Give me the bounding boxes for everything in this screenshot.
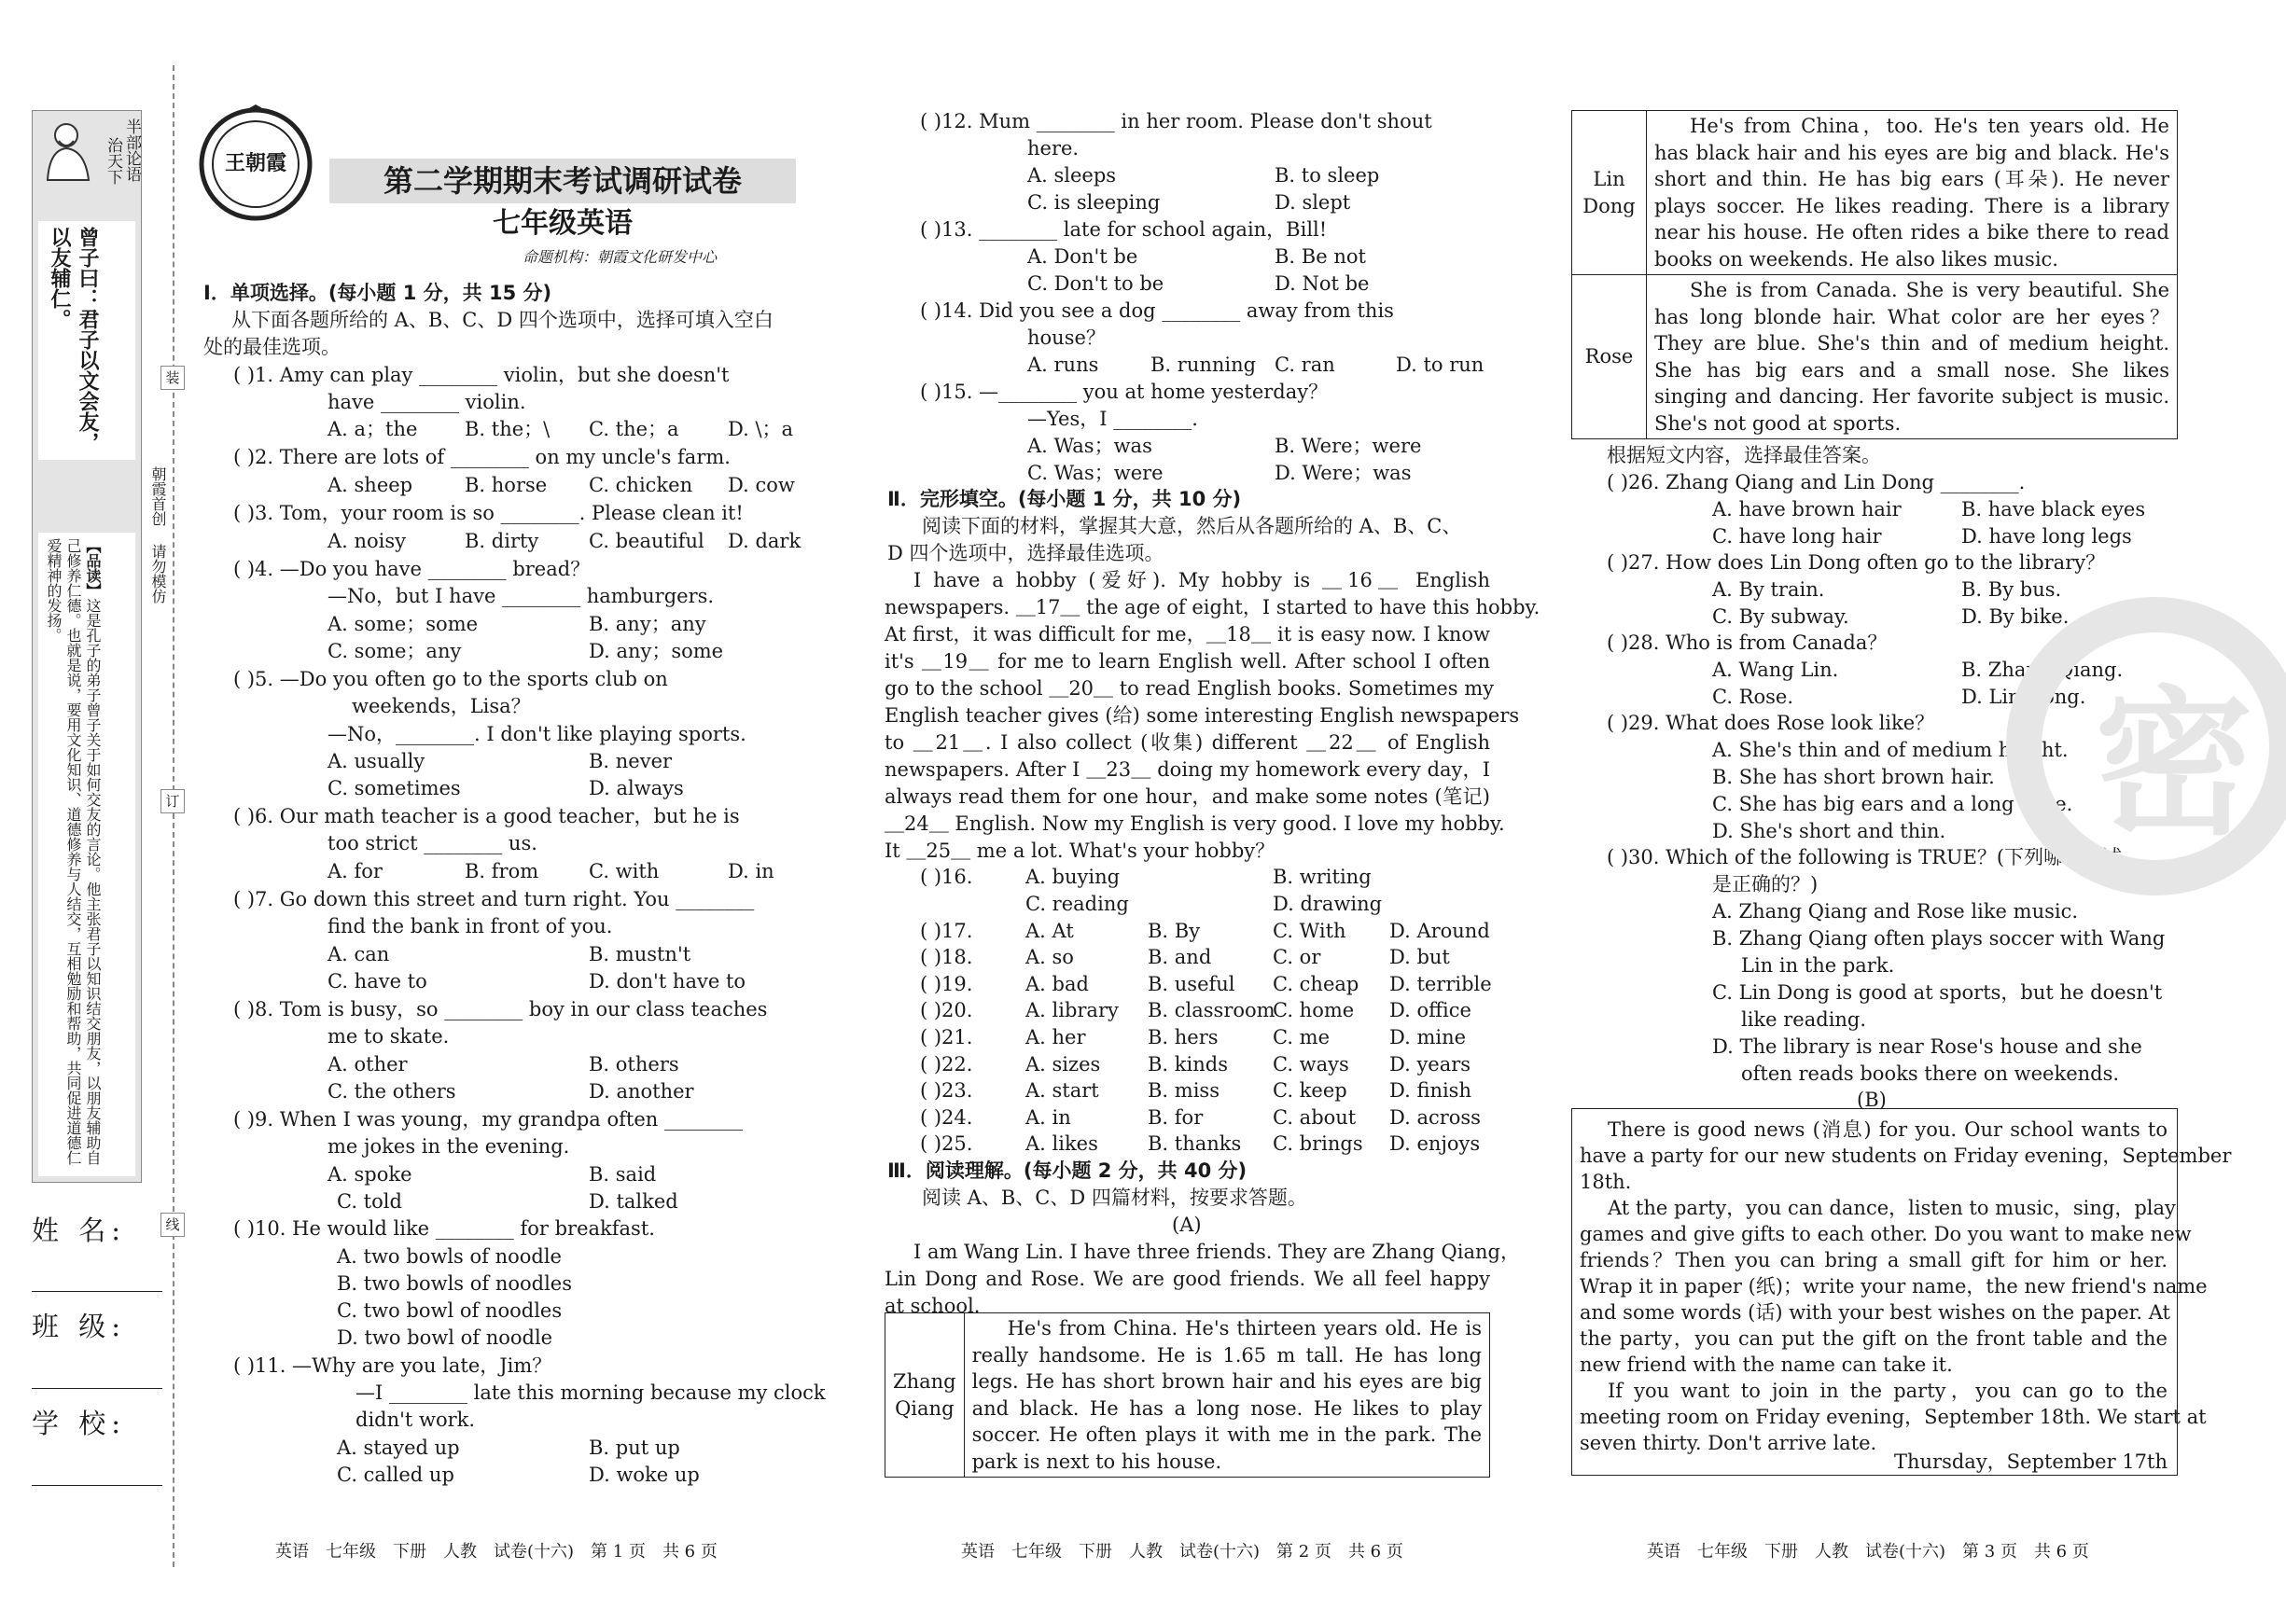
q-stem: too strict ________ us. [328, 832, 537, 854]
q-stem: —No，________. I don't like playing sports. [328, 723, 746, 745]
q-stem: ( )29. What does Rose look like？ [1607, 712, 1935, 734]
option[interactable]: C. Was；were [1027, 462, 1164, 484]
option[interactable]: C. keep [1273, 1079, 1347, 1102]
q-number: ( )18. [920, 946, 973, 968]
passage-line: new friend with the name can take it. [1580, 1353, 1953, 1376]
option[interactable]: D. don't have to [589, 970, 746, 992]
q-stem: ( )6. Our math teacher is a good teacher，but he is [233, 805, 740, 827]
passage-line: If you want to join in the party，you can go to the [1608, 1380, 2168, 1402]
q-stem: me to skate. [328, 1025, 450, 1048]
exam-title: 第二学期期末考试调研试卷 [383, 163, 742, 199]
option[interactable]: D. across [1389, 1106, 1481, 1129]
option[interactable]: B. the；\ [465, 418, 551, 440]
passage-line: There is good news (消息) for you. Our school wants to [1608, 1118, 2168, 1141]
option[interactable]: B. writing [1273, 866, 1372, 888]
option[interactable]: D. enjoys [1389, 1132, 1481, 1155]
option[interactable]: A. for [328, 860, 383, 882]
option[interactable]: C. She has big ears and a long nose. [1712, 793, 2073, 815]
option[interactable]: C. sometimes [328, 777, 461, 799]
class-field[interactable] [32, 1388, 162, 1389]
option[interactable]: D. Around [1389, 920, 1490, 942]
option[interactable]: C. brings [1273, 1132, 1363, 1155]
option[interactable]: C. called up [337, 1464, 454, 1486]
passage-line: newspapers. After I ＿23＿ doing my homework every day，I [885, 758, 1490, 781]
option[interactable]: C. have long hair [1712, 525, 1882, 548]
passage-line: Wrap it in paper (纸)；write your name，the new friend's name [1580, 1275, 2208, 1298]
q-number: ( )19. [920, 973, 973, 995]
q-stem: ( )27. How does Lin Dong often go to the library？ [1607, 551, 2106, 574]
option[interactable]: C. Lin Dong is good at sports，but he doesn't [1712, 981, 2163, 1004]
option[interactable]: D. Were；was [1275, 462, 1412, 484]
option[interactable]: C. the others [328, 1080, 456, 1103]
option[interactable]: A. in [1025, 1106, 1071, 1129]
friend-name: Zhang Qiang [885, 1313, 965, 1478]
q-number: ( )16. [920, 866, 973, 888]
footer-page-3: 英语 七年级 下册 人教 试卷(十六) 第 3 页 共 6 页 [1647, 1542, 2089, 1562]
passage-line: to ＿21＿. I also collect (收集) different ＿22＿ of English [885, 731, 1490, 754]
q-stem: —Yes，I ________. [1027, 408, 1198, 430]
q-stem: ( )30. Which of the following is TRUE？(下列哪项陈述 [1607, 846, 2123, 868]
option[interactable]: B. mustn't [589, 943, 691, 965]
option[interactable]: D. have long legs [1961, 525, 2132, 548]
option[interactable]: B. hers [1148, 1026, 1219, 1048]
option[interactable]: D. always [589, 777, 684, 799]
table-lin-dong-rose [1571, 110, 2178, 439]
friend-description: He's from China，too. He's ten years old. He has black hair and his eyes are big and black. He's short and thin. He has big ears (耳朵). He never plays soccer. He likes reading. There is a library near his house. He often rides a bike there to read books on weekends. He also likes music. [1647, 111, 2178, 275]
option[interactable]: D. By bike. [1961, 605, 2070, 628]
option[interactable]: B. to sleep [1275, 164, 1380, 187]
section3-heading: Ⅲ．阅读理解。(每小题 2 分，共 40 分) [887, 1159, 1248, 1182]
notice-date: Thursday，September 17th [1893, 1450, 2168, 1473]
option[interactable]: B. miss [1148, 1079, 1220, 1102]
option[interactable]: B. By [1148, 920, 1201, 942]
option[interactable]: D. mine [1389, 1026, 1467, 1048]
option[interactable]: B. Zhang Qiang. [1961, 659, 2124, 681]
section1-instruction: 从下面各题所给的 A、B、C、D 四个选项中，选择可填入空白 [231, 309, 774, 331]
option[interactable]: A. can [328, 943, 390, 965]
q-stem: ( )10. He would like ________ for breakfast. [233, 1217, 655, 1240]
table-zhang-qiang [885, 1312, 1490, 1478]
option[interactable]: D. Not be [1275, 272, 1370, 295]
cut-mark-2: 订 [160, 789, 185, 813]
option[interactable]: B. By bus. [1961, 578, 2062, 601]
q-stem: weekends，Lisa？ [352, 695, 531, 717]
passage-line: At the party，you can dance，listen to music，sing，play [1608, 1197, 2176, 1219]
option[interactable]: A. At [1025, 920, 1074, 942]
option[interactable]: C. Rose. [1712, 686, 1794, 708]
option[interactable]: C. is sleeping [1027, 191, 1161, 214]
q-stem: ( )11. —Why are you late，Jim？ [233, 1354, 552, 1377]
option[interactable]: B. Were；were [1275, 435, 1422, 457]
option[interactable]: C. beautiful [589, 530, 704, 552]
option[interactable]: A. her [1025, 1026, 1086, 1048]
option[interactable]: B. any；any [589, 613, 706, 635]
option[interactable]: A. Don't be [1027, 245, 1138, 268]
option[interactable]: B. have black eyes [1961, 498, 2146, 521]
option[interactable]: B. dirty [465, 530, 539, 552]
option[interactable]: D. to run [1396, 354, 1485, 376]
option[interactable]: D. but [1389, 946, 1450, 968]
option[interactable]: D. another [589, 1080, 694, 1103]
option[interactable]: A. runs [1027, 354, 1099, 376]
option[interactable]: C. about [1273, 1106, 1357, 1129]
option[interactable]: D. finish [1389, 1079, 1471, 1102]
option[interactable]: D. two bowl of noodle [337, 1326, 553, 1349]
option[interactable]: A. likes [1025, 1132, 1098, 1155]
option[interactable]: D. Lin Dong. [1961, 686, 2086, 708]
option[interactable]: A. so [1025, 946, 1074, 968]
option[interactable]: A. She's thin and of medium height. [1712, 739, 2069, 761]
option[interactable]: B. others [589, 1053, 679, 1076]
q-stem: ( )14. Did you see a dog ________ away from this [920, 299, 1394, 322]
section2-instruction: 阅读下面的材料，掌握其大意，然后从各题所给的 A、B、C、 [922, 515, 1462, 537]
option[interactable]: C. With [1273, 920, 1346, 942]
q-stem: ( )1. Amy can play ________ violin，but she doesn't [233, 364, 730, 386]
q-stem: ( )2. There are lots of ________ on my uncle's farm. [233, 446, 731, 468]
friend-description: He's from China. He's thirteen years old. He is really handsome. He is 1.65 m tall. He has long legs. He has short brown hair and his eyes are big and black. He has a long nose. He likes to play soccer. He often plays it with me in the park. The park is next to his house. [964, 1313, 1489, 1478]
footer-page-2: 英语 七年级 下册 人教 试卷(十六) 第 2 页 共 6 页 [961, 1542, 1403, 1562]
cut-mark-1: 装 [160, 366, 185, 390]
option[interactable]: C. me [1273, 1026, 1331, 1048]
option[interactable]: D. She's short and thin. [1712, 820, 1946, 842]
option[interactable]: C. By subway. [1712, 605, 1849, 628]
q-stem: ( )8. Tom is busy，so ________ boy in our class teaches [233, 998, 768, 1020]
option[interactable]: D. The library is near Rose's house and she [1712, 1035, 2142, 1058]
option[interactable]: A. Wang Lin. [1712, 659, 1839, 681]
q-stem: here. [1027, 137, 1080, 160]
q-stem: find the bank in front of you. [328, 915, 613, 937]
option[interactable]: D. dark [728, 530, 801, 552]
option[interactable]: B. thanks [1148, 1132, 1242, 1155]
option[interactable]: C. ran [1275, 354, 1335, 376]
section1-instruction-2: 处的最佳选项。 [203, 336, 341, 358]
q-stem: —I ________ late this morning because my clock [355, 1381, 826, 1404]
q-stem: —No，but I have ________ hamburgers. [328, 585, 715, 607]
option[interactable]: B. Be not [1275, 245, 1366, 268]
passage-line: friends？Then you can bring a small gift for him or her. [1580, 1249, 2168, 1271]
option[interactable]: B. from [465, 860, 539, 882]
class-label: 班 级: [32, 1311, 126, 1342]
section3-instruction: 阅读 A、B、C、D 四篇材料，按要求答题。 [922, 1187, 1307, 1209]
option[interactable]: C. told [337, 1190, 402, 1213]
option[interactable]: A. sizes [1025, 1053, 1101, 1076]
reading-instruction: 根据短文内容，选择最佳答案。 [1607, 444, 1881, 466]
option[interactable]: D. any；some [589, 640, 724, 662]
q-stem: ( )9. When I was young，my grandpa often ________ [233, 1108, 743, 1131]
option[interactable]: D. talked [589, 1190, 678, 1213]
passage-a-label: (A) [1172, 1214, 1202, 1236]
option[interactable]: D. in [728, 860, 774, 882]
option[interactable]: D. office [1389, 999, 1471, 1021]
q-stem: ( )12. Mum ________ in her room. Please don't shout [920, 110, 1432, 132]
option[interactable]: B. two bowls of noodles [337, 1272, 573, 1295]
option-continued: like reading. [1741, 1008, 1867, 1031]
option[interactable]: A. a；the [328, 418, 418, 440]
q-stem: ( )26. Zhang Qiang and Lin Dong ________. [1607, 471, 2026, 493]
q-stem: ( )13. ________ late for school again，Bill! [920, 218, 1328, 241]
friend-description: She is from Canada. She is very beautiful. She has long blonde hair. What color are her eyes？They are blue. She's thin and of medium height. She has big ears and a small nose. She likes singing and dancing. Her favorite subject is music. She's not good at sports. [1647, 275, 2178, 439]
option[interactable]: B. said [589, 1163, 657, 1186]
q-stem: have ________ violin. [328, 391, 526, 413]
passage-b-label: (B) [1857, 1089, 1887, 1111]
passage-line: always read them for one hour，and make some notes (笔记) [885, 785, 1490, 808]
friend-name: Rose [1572, 275, 1647, 439]
q-stem: house？ [1027, 326, 1106, 349]
q-stem: 是正确的？) [1712, 873, 1819, 895]
q-stem: ( )15. —________ you at home yesterday？ [920, 381, 1329, 403]
option[interactable]: D. years [1389, 1053, 1471, 1076]
intro-line: I am Wang Lin. I have three friends. They are Zhang Qiang， [913, 1241, 1520, 1263]
q-number: ( )22. [920, 1053, 973, 1076]
name-label: 姓 名: [32, 1215, 126, 1246]
intro-line: Lin Dong and Rose. We are good friends. We all feel happy [885, 1268, 1490, 1290]
option[interactable]: A. buying [1025, 866, 1121, 888]
option[interactable]: B. She has short brown hair. [1712, 766, 1995, 788]
q-stem: ( )3. Tom，your room is so ________. Please clean it! [233, 502, 744, 524]
option[interactable]: D. woke up [589, 1464, 700, 1486]
q-stem: me jokes in the evening. [328, 1135, 570, 1158]
watermark-text: 密 [2094, 673, 2253, 857]
option[interactable]: A. By train. [1712, 578, 1825, 601]
q-stem: didn't work. [355, 1409, 476, 1431]
logo-seal-icon [196, 104, 315, 224]
saying-text: 曾子曰：君子以文会友，以友辅仁。 [48, 227, 100, 452]
passage-line: At first，it was difficult for me，＿18＿ it is easy now. I know [885, 623, 1490, 645]
option[interactable]: B. horse [465, 474, 548, 496]
passage-line: meeting room on Friday evening，September 18th. We start at [1580, 1406, 2207, 1428]
option[interactable]: B. kinds [1148, 1053, 1228, 1076]
option[interactable]: C. the；a [589, 418, 679, 440]
school-label: 学 校: [32, 1408, 126, 1439]
section2-heading: Ⅱ．完形填空。(每小题 1 分，共 10 分) [887, 488, 1242, 510]
option[interactable]: D. slept [1275, 191, 1351, 214]
passage-line: seven thirty. Don't arrive late. [1580, 1432, 1877, 1454]
option[interactable]: A. noisy [328, 530, 407, 552]
passage-line: and some words (话) with your best wishes on the paper. At [1580, 1301, 2170, 1324]
motto-line1: 半部论语 [122, 118, 141, 182]
section2-instruction-2: D 四个选项中，选择最佳选项。 [887, 542, 1164, 564]
option[interactable]: A. Zhang Qiang and Rose like music. [1712, 900, 2079, 923]
option[interactable]: A. two bowls of noodle [337, 1245, 562, 1268]
option[interactable]: A. start [1025, 1079, 1099, 1102]
logo-text: 王朝霞 [224, 151, 286, 175]
passage-line: It ＿25＿ me a lot. What's your hobby？ [885, 840, 1275, 862]
intro-line: at school. [885, 1295, 981, 1317]
option[interactable]: C. ways [1273, 1053, 1349, 1076]
passage-line: ＿24＿ English. Now my English is very good. I love my hobby. [885, 812, 1505, 835]
copyright-note: 朝霞首创 请勿模仿 [149, 466, 167, 604]
option[interactable]: D. drawing [1273, 893, 1383, 915]
option[interactable]: A. library [1025, 999, 1119, 1021]
passage-line: games and give gifts to each other. Do you want to make new [1580, 1223, 2192, 1245]
pindu-text: 【品读】这是孔子的弟子曾子关于如何交友的言论。他主张君子以知识结交朋友，以朋友辅助自己修养仁德。也就是说，要用文化知识、道德修养与人结交，互相勉励和帮助，共同促进道德仁爱精神的发扬。 [45, 538, 102, 1165]
exam-subtitle: 七年级英语 [493, 207, 633, 240]
passage-line: English teacher gives (给) some interesting English newspapers [885, 704, 1520, 727]
option[interactable]: C. with [589, 860, 660, 882]
option[interactable]: A. sheep [328, 474, 413, 496]
option[interactable]: B. for [1148, 1106, 1204, 1129]
option[interactable]: C. some；any [328, 640, 462, 662]
option[interactable]: A. other [328, 1053, 408, 1076]
confucius-figure-icon [38, 117, 98, 182]
option[interactable]: C. Don't to be [1027, 272, 1164, 295]
option-continued: often reads books there on weekends. [1741, 1062, 2120, 1085]
option[interactable]: B. classroom [1148, 999, 1275, 1021]
option[interactable]: C. or [1273, 946, 1321, 968]
q-number: ( )21. [920, 1026, 973, 1048]
q-number: ( )25. [920, 1132, 973, 1155]
passage-line: newspapers. ＿17＿ the age of eight，I started to have this hobby. [885, 596, 1540, 618]
q-number: ( )20. [920, 999, 973, 1021]
option[interactable]: D. terrible [1389, 973, 1492, 995]
option[interactable]: B. put up [589, 1437, 680, 1459]
option[interactable]: A. usually [328, 750, 425, 772]
option[interactable]: C. home [1273, 999, 1355, 1021]
option[interactable]: B. and [1148, 946, 1212, 968]
option[interactable]: A. some；some [328, 613, 479, 635]
motto-line2: 治天下 [104, 137, 122, 185]
option-continued: Lin in the park. [1741, 954, 1895, 977]
q-number: ( )24. [920, 1106, 973, 1129]
q-stem: ( )7. Go down this street and turn right. You ________ [233, 888, 755, 910]
q-number: ( )23. [920, 1079, 973, 1102]
option[interactable]: C. cheap [1273, 973, 1359, 995]
option[interactable]: C. chicken [589, 474, 693, 496]
section1-heading: Ⅰ．单项选择。(每小题 1 分，共 15 分) [203, 282, 552, 304]
option[interactable]: C. two bowl of noodles [337, 1299, 563, 1322]
passage-b-box [1571, 1108, 2232, 1476]
option[interactable]: D. cow [728, 474, 795, 496]
q-stem: ( )4. —Do you have ________ bread？ [233, 558, 591, 580]
passage-line: go to the school ＿20＿ to read English books. Sometimes my [885, 677, 1494, 700]
q-stem: ( )5. —Do you often go to the sports club on [233, 668, 668, 690]
school-field[interactable] [32, 1485, 162, 1486]
option[interactable]: B. running [1150, 354, 1257, 376]
q-number: ( )17. [920, 920, 973, 942]
option[interactable]: A. stayed up [337, 1437, 460, 1459]
name-field[interactable] [32, 1291, 162, 1292]
option[interactable]: A. have brown hair [1712, 498, 1902, 521]
option[interactable]: C. have to [328, 970, 427, 992]
cut-line [173, 65, 174, 1567]
passage-line: 18th. [1580, 1171, 1632, 1193]
org-line: 命题机构：朝霞文化研发中心 [523, 248, 718, 266]
option[interactable]: A. sleeps [1027, 164, 1117, 187]
sidebar-motto-box [32, 110, 142, 1183]
option[interactable]: B. never [589, 750, 673, 772]
q-stem: ( )28. Who is from Canada？ [1607, 632, 1888, 654]
footer-page-1: 英语 七年级 下册 人教 试卷(十六) 第 1 页 共 6 页 [275, 1542, 718, 1562]
option[interactable]: D. \；a [728, 418, 794, 440]
option[interactable]: A. bad [1025, 973, 1089, 995]
passage-line: it's ＿19＿ for me to learn English well. After school I often [885, 650, 1490, 673]
option[interactable]: B. Zhang Qiang often plays soccer with Wang [1712, 927, 2166, 950]
friend-name: Lin Dong [1572, 111, 1647, 275]
passage-line: I have a hobby (爱好). My hobby is ＿16＿ English [913, 569, 1490, 591]
cut-mark-3: 线 [160, 1213, 185, 1237]
passage-line: the party，you can put the gift on the front table and the [1580, 1327, 2168, 1350]
option[interactable]: A. Was；was [1027, 435, 1152, 457]
option[interactable]: A. spoke [328, 1163, 412, 1186]
option[interactable]: B. useful [1148, 973, 1235, 995]
passage-line: have a party for our new students on Friday evening，September [1580, 1145, 2232, 1167]
option[interactable]: C. reading [1025, 893, 1129, 915]
